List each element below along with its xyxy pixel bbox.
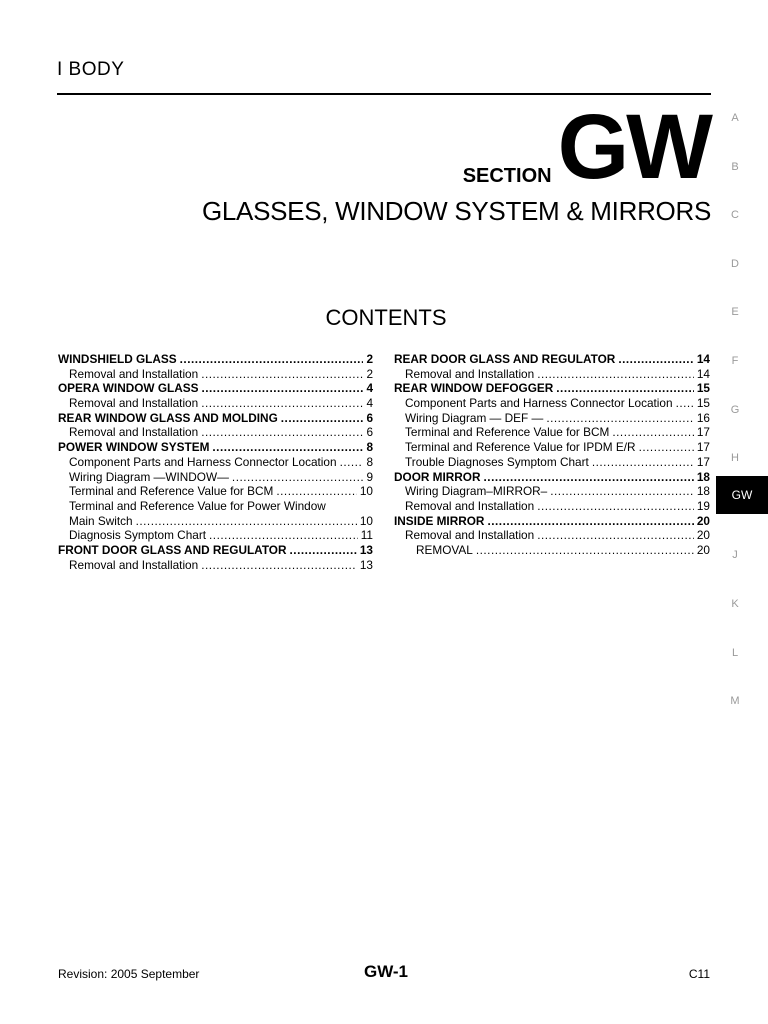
toc-leader-dots	[537, 499, 694, 514]
toc-entry-label: Removal and Installation	[69, 425, 199, 440]
toc-entry[interactable]	[394, 514, 710, 529]
section-code: GW	[557, 96, 710, 198]
toc-entry[interactable]	[394, 470, 710, 485]
toc-entry-page: 14	[696, 352, 710, 366]
toc-entry-page: 18	[696, 484, 710, 499]
toc-entry-page: 8	[366, 454, 373, 469]
toc-entry[interactable]	[394, 367, 710, 382]
footer-page-id: GW-1	[363, 962, 409, 981]
toc-entry[interactable]	[58, 484, 373, 499]
toc-leader-dots	[201, 381, 363, 396]
toc-entry-page: 8	[366, 440, 373, 455]
toc-entry-page: 20	[696, 542, 710, 557]
toc-leader-dots	[201, 558, 357, 573]
toc-entry-label: REMOVAL	[416, 542, 473, 557]
toc-entry-page: 15	[696, 396, 710, 411]
toc-entry-label: REAR WINDOW DEFOGGER	[394, 381, 554, 396]
toc-leader-dots	[676, 396, 694, 411]
toc-entry-label: Terminal and Reference Value for BCM	[69, 484, 274, 499]
toc-entry-page: 13	[359, 542, 373, 557]
toc-entry-label: Removal and Installation	[69, 396, 199, 411]
toc-leader-dots	[201, 367, 363, 382]
toc-entry-page: 10	[359, 513, 373, 528]
toc-leader-dots	[209, 528, 358, 543]
section-tab-a[interactable]: A	[731, 112, 739, 124]
toc-entry[interactable]	[394, 396, 710, 411]
toc-entry-page: 16	[696, 410, 710, 425]
toc-entry[interactable]	[394, 440, 710, 455]
toc-entry-label: POWER WINDOW SYSTEM	[58, 440, 210, 455]
toc-entry-page: 6	[366, 425, 373, 440]
toc-leader-dots	[212, 440, 363, 455]
toc-entry[interactable]	[394, 411, 710, 426]
toc-left-column	[58, 352, 373, 572]
section-tab-h[interactable]: H	[731, 452, 739, 465]
toc-entry-label: Wiring Diagram — DEF —	[405, 410, 544, 425]
toc-leader-dots	[592, 455, 694, 470]
toc-leader-dots	[276, 484, 357, 499]
body-group-title: I BODY	[57, 59, 125, 80]
toc-leader-dots	[136, 514, 357, 529]
toc-entry-page: 18	[696, 469, 710, 484]
toc-entry[interactable]	[58, 558, 373, 573]
toc-entry[interactable]	[58, 425, 373, 440]
toc-entry[interactable]	[58, 470, 373, 485]
toc-entry-label: REAR WINDOW GLASS AND MOLDING	[58, 410, 278, 425]
toc-entry-label: Diagnosis Symptom Chart	[69, 528, 207, 543]
toc-entry-label: FRONT DOOR GLASS AND REGULATOR	[58, 542, 287, 557]
section-tab-f[interactable]: F	[731, 355, 739, 367]
toc-leader-dots	[180, 352, 364, 367]
section-tab-l[interactable]: L	[731, 646, 739, 659]
toc-entry[interactable]	[58, 381, 373, 396]
toc-entry-label: Terminal and Reference Value for BCM	[405, 425, 610, 440]
toc-entry-label: INSIDE MIRROR	[394, 513, 485, 528]
toc-entry-page: 4	[366, 381, 373, 396]
toc-entry-label: Wiring Diagram —WINDOW—	[69, 469, 229, 484]
section-tab-g[interactable]: G	[730, 403, 740, 416]
section-tab-d[interactable]: D	[731, 257, 739, 270]
contents-heading: CONTENTS	[325, 305, 447, 330]
header-rule	[57, 93, 711, 95]
toc-entry-page: 17	[696, 425, 710, 440]
toc-leader-dots	[556, 381, 694, 396]
toc-entry[interactable]	[58, 352, 373, 367]
toc-leader-dots	[201, 396, 363, 411]
toc-entry-label: Wiring Diagram–MIRROR–	[405, 484, 548, 499]
section-word: SECTION	[462, 165, 552, 188]
toc-entry[interactable]	[394, 352, 710, 367]
toc-entry[interactable]	[394, 499, 710, 514]
section-tab-b[interactable]: B	[731, 160, 739, 173]
toc-leader-dots	[618, 352, 694, 367]
toc-leader-dots	[537, 528, 694, 543]
toc-entry-label: Removal and Installation	[405, 498, 535, 513]
toc-entry[interactable]	[394, 484, 710, 499]
toc-entry-page: 13	[359, 557, 373, 572]
toc-entry-label: Terminal and Reference Value for IPDM E/R	[405, 440, 636, 455]
toc-entry[interactable]	[58, 528, 373, 543]
toc-entry-label: Main Switch	[69, 513, 133, 528]
toc-entry-page: 19	[696, 498, 710, 513]
toc-entry-page: 11	[360, 528, 373, 543]
toc-entry-label: REAR DOOR GLASS AND REGULATOR	[394, 352, 616, 366]
toc-entry-page: 20	[696, 528, 710, 543]
toc-leader-dots	[639, 440, 694, 455]
toc-entry-label: DOOR MIRROR	[394, 469, 481, 484]
section-tab-e[interactable]: E	[731, 306, 739, 319]
toc-entry-label: WINDSHIELD GLASS	[58, 352, 177, 366]
toc-entry-label: Removal and Installation	[405, 366, 535, 381]
toc-leader-dots	[476, 543, 694, 558]
toc-entry[interactable]	[58, 499, 373, 514]
toc-entry-label: Component Parts and Harness Connector Location	[405, 396, 673, 411]
toc-leader-dots	[487, 514, 693, 529]
toc-entry[interactable]	[394, 381, 710, 396]
toc-leader-dots	[484, 470, 694, 485]
toc-entry-page: 4	[366, 396, 373, 411]
section-tab-gw[interactable]: GW	[716, 476, 768, 514]
toc-right-column	[394, 352, 710, 558]
toc-entry[interactable]	[394, 528, 710, 543]
section-tab-k[interactable]: K	[731, 598, 739, 610]
section-tab-m[interactable]: M	[730, 695, 740, 708]
section-tab-j[interactable]: J	[732, 549, 738, 562]
toc-entry[interactable]	[58, 367, 373, 382]
toc-entry[interactable]	[394, 425, 710, 440]
toc-entry-label: Removal and Installation	[405, 528, 535, 543]
toc-entry-page: 20	[696, 513, 710, 528]
toc-entry-page: 17	[696, 440, 710, 455]
toc-entry-label: Trouble Diagnoses Symptom Chart	[405, 454, 589, 469]
toc-leader-dots	[232, 470, 364, 485]
section-tab-c[interactable]: C	[731, 209, 739, 222]
toc-entry-page: 9	[366, 469, 373, 484]
toc-entry-label: Removal and Installation	[69, 366, 199, 381]
toc-entry-page: 2	[366, 352, 373, 366]
toc-leader-dots	[340, 455, 364, 470]
toc-entry-page: 10	[359, 484, 373, 499]
toc-entry-label: Terminal and Reference Value for Power Window	[69, 498, 326, 513]
toc-leader-dots	[290, 543, 357, 558]
toc-entry[interactable]	[58, 514, 373, 529]
toc-entry[interactable]	[58, 396, 373, 411]
toc-leader-dots	[550, 484, 694, 499]
toc-leader-dots	[281, 411, 364, 426]
toc-entry[interactable]	[58, 543, 373, 558]
toc-leader-dots	[546, 411, 694, 426]
toc-entry-label: Removal and Installation	[69, 557, 199, 572]
toc-leader-dots	[537, 367, 694, 382]
toc-leader-dots	[612, 425, 694, 440]
toc-entry-page: 2	[366, 366, 373, 381]
toc-entry[interactable]	[58, 411, 373, 426]
section-title: GLASSES, WINDOW SYSTEM & MIRRORS	[201, 196, 711, 226]
toc-entry-label: Component Parts and Harness Connector Location	[69, 454, 337, 469]
section-heading	[462, 96, 710, 198]
toc-entry[interactable]	[394, 543, 710, 558]
toc-entry[interactable]	[58, 440, 373, 455]
toc-entry-page: 15	[696, 381, 710, 396]
toc-entry[interactable]	[394, 455, 710, 470]
toc-entry-page: 17	[696, 454, 710, 469]
toc-entry-page: 6	[366, 410, 373, 425]
toc-entry-label: OPERA WINDOW GLASS	[58, 381, 199, 396]
footer-revision: Revision: 2005 September	[58, 967, 200, 981]
toc-entry[interactable]	[58, 455, 373, 470]
toc-leader-dots	[201, 425, 363, 440]
toc-entry-page: 14	[696, 366, 710, 381]
footer-code: C11	[688, 967, 710, 981]
